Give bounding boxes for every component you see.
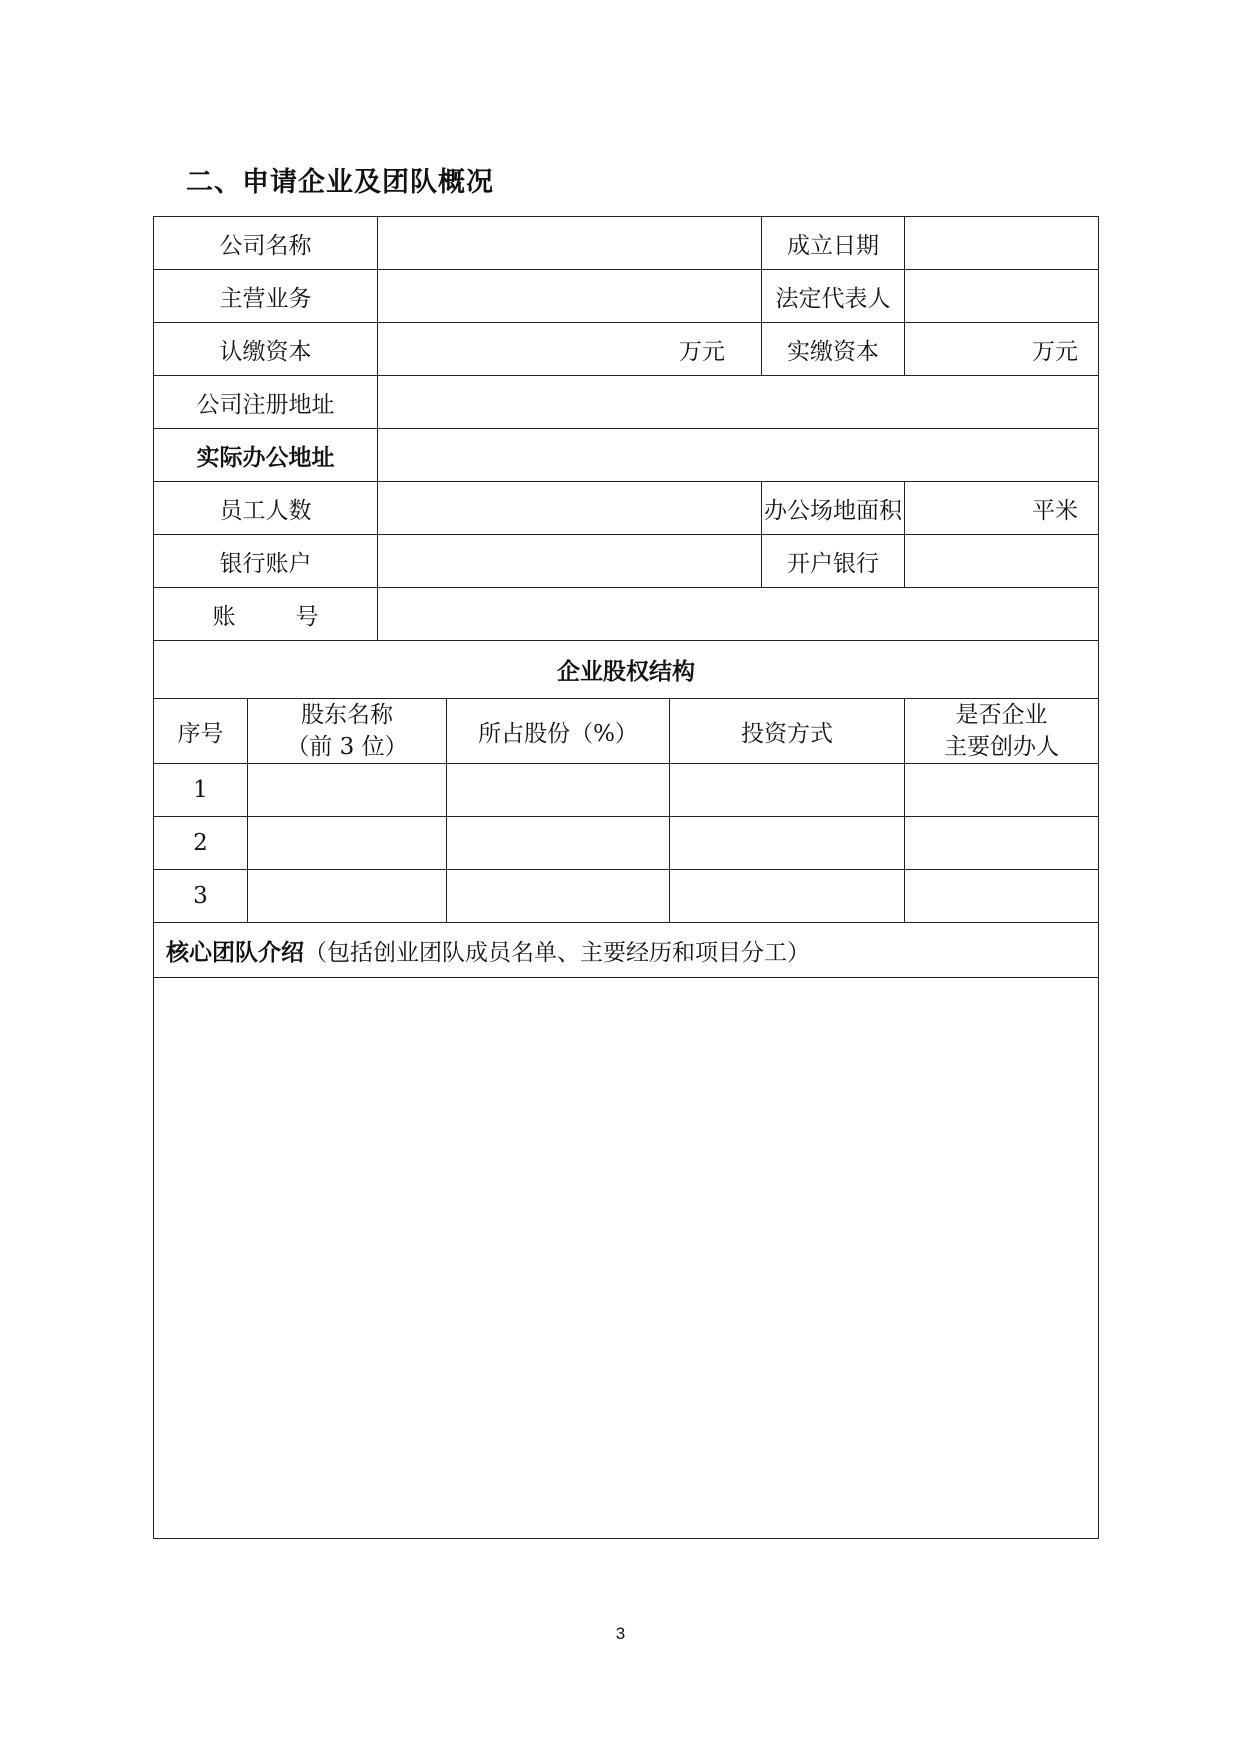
page-number: 3: [615, 1624, 626, 1643]
equity-cell-invest[interactable]: [670, 870, 905, 923]
label-paid-capital: 实缴资本: [762, 323, 905, 376]
field-employees[interactable]: [378, 482, 762, 535]
equity-cell-share[interactable]: [447, 870, 670, 923]
label-opening-bank: 开户银行: [762, 535, 905, 588]
field-main-business[interactable]: [378, 270, 762, 323]
equity-row: [154, 817, 1099, 870]
field-opening-bank[interactable]: [905, 535, 1099, 588]
equity-row: [154, 870, 1099, 923]
field-paid-capital[interactable]: 万元: [905, 323, 1099, 376]
label-office-area: 办公场地面积: [762, 482, 905, 535]
equity-cell-invest[interactable]: [670, 764, 905, 817]
label-account-number: 账 号: [154, 588, 378, 641]
label-registered-address: 公司注册地址: [154, 376, 378, 429]
equity-cell-founder[interactable]: [905, 870, 1099, 923]
label-company-name: 公司名称: [154, 217, 378, 270]
equity-cell-founder[interactable]: [905, 817, 1099, 870]
equity-cell-shareholder[interactable]: [248, 870, 447, 923]
label-legal-rep: 法定代表人: [762, 270, 905, 323]
field-subscribed-capital[interactable]: 万元: [378, 323, 762, 376]
label-founded-date: 成立日期: [762, 217, 905, 270]
section-title: 二、申请企业及团队概况: [186, 167, 494, 198]
equity-row-seq: 1: [154, 764, 248, 817]
label-subscribed-capital: 认缴资本: [154, 323, 378, 376]
team-intro-field[interactable]: [154, 978, 1099, 1539]
field-legal-rep[interactable]: [905, 270, 1099, 323]
field-office-address[interactable]: [378, 429, 1099, 482]
application-form: [153, 216, 1099, 1539]
equity-row-seq: 3: [154, 870, 248, 923]
equity-cell-invest[interactable]: [670, 817, 905, 870]
equity-cell-share[interactable]: [447, 817, 670, 870]
label-bank-account: 银行账户: [154, 535, 378, 588]
label-main-business: 主营业务: [154, 270, 378, 323]
field-founded-date[interactable]: [905, 217, 1099, 270]
equity-header-seq: 序号: [154, 699, 248, 764]
equity-row-seq: 2: [154, 817, 248, 870]
field-registered-address[interactable]: [378, 376, 1099, 429]
equity-cell-shareholder[interactable]: [248, 817, 447, 870]
field-company-name[interactable]: [378, 217, 762, 270]
equity-cell-shareholder[interactable]: [248, 764, 447, 817]
field-bank-account[interactable]: [378, 535, 762, 588]
label-office-address: 实际办公地址: [154, 429, 378, 482]
equity-header-founder: 是否企业 主要创办人: [905, 699, 1099, 764]
equity-cell-share[interactable]: [447, 764, 670, 817]
equity-section-title: 企业股权结构: [154, 641, 1099, 699]
team-intro-heading: 核心团队介绍（包括创业团队成员名单、主要经历和项目分工）: [154, 923, 1099, 978]
equity-row: [154, 764, 1099, 817]
equity-cell-founder[interactable]: [905, 764, 1099, 817]
field-office-area[interactable]: 平米: [905, 482, 1099, 535]
equity-header-invest: 投资方式: [670, 699, 905, 764]
field-account-number[interactable]: [378, 588, 1099, 641]
equity-header-shareholder: 股东名称 （前 3 位）: [248, 699, 447, 764]
equity-header-share: 所占股份（%）: [447, 699, 670, 764]
label-employees: 员工人数: [154, 482, 378, 535]
